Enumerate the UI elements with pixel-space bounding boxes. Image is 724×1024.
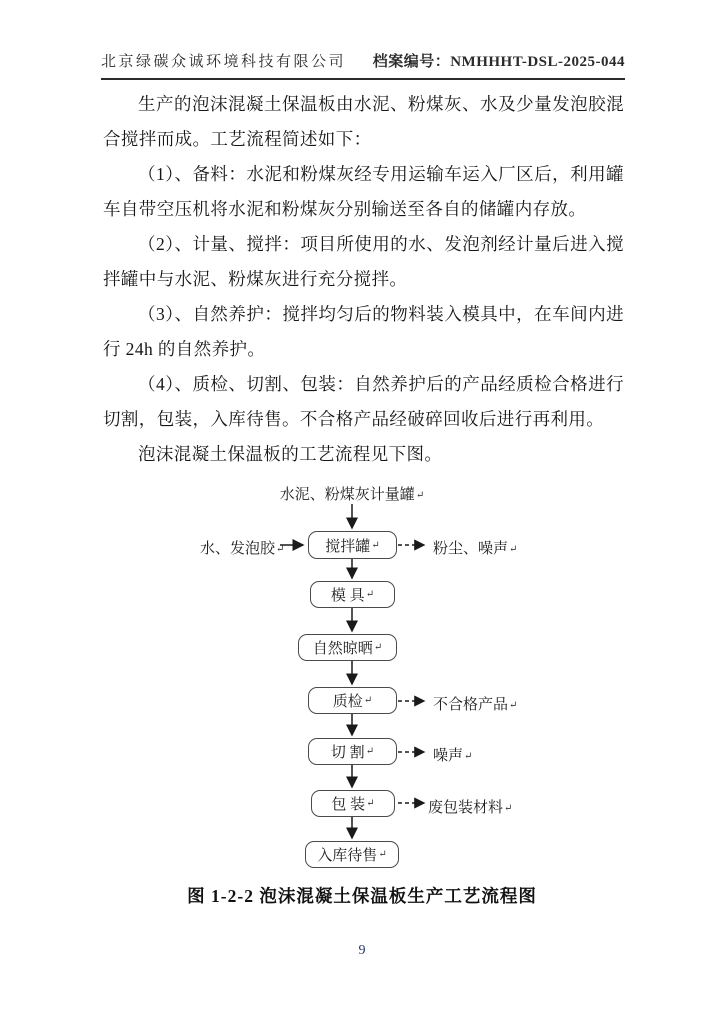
flow-output-text: 不合格产品 bbox=[433, 697, 509, 713]
flow-node-label: 质检 bbox=[332, 694, 363, 710]
paragraph-mark: ↵ bbox=[509, 700, 518, 711]
paragraph-mark: ↵ bbox=[504, 803, 513, 814]
paragraph-mark: ↵ bbox=[365, 589, 375, 600]
flow-node-label: 搅拌罐 bbox=[325, 538, 371, 555]
figure-caption: 图 1-2-2 泡沫混凝土保温板生产工艺流程图 bbox=[187, 886, 537, 906]
page-number: 9 bbox=[358, 943, 366, 958]
doc-number-label: 档案编号： bbox=[372, 54, 451, 70]
doc-number-value: NMHHHT-DSL-2025-044 bbox=[450, 54, 625, 70]
flow-output-label bbox=[433, 537, 517, 558]
flow-node-packaging bbox=[311, 790, 395, 817]
flow-node-mold bbox=[310, 581, 395, 608]
body-paragraph: （3）、自然养护：搅拌均匀后的物料装入模具中，在车间内进行 24h 的自然养护。 bbox=[103, 304, 624, 359]
paragraph-mark: ↵ bbox=[371, 539, 380, 551]
flow-node-label: 包 装 bbox=[331, 797, 366, 813]
flow-output-text: 粉尘、噪声 bbox=[433, 541, 509, 557]
paragraph-mark: ↵ bbox=[366, 798, 375, 809]
flow-output-label bbox=[428, 796, 512, 817]
body-paragraph: （2）、计量、搅拌：项目所使用的水、发泡剂经计量后进入搅拌罐中与水泥、粉煤灰进行充分搅拌。 bbox=[103, 234, 624, 289]
paragraph-mark: ↵ bbox=[509, 544, 518, 555]
body-paragraph: （1）、备料：水泥和粉煤灰经专用运输车运入厂区后，利用罐车自带空压机将水泥和粉煤灰分别输送至各自的储罐内存放。 bbox=[103, 164, 624, 219]
paragraph-mark: ↵ bbox=[378, 849, 387, 860]
body-paragraph: 泡沫混凝土保温板的工艺流程见下图。 bbox=[138, 444, 443, 464]
flow-node-natural-drying bbox=[298, 634, 397, 661]
paragraph-mark: ↵ bbox=[363, 695, 373, 706]
flow-node-mixing-tank bbox=[308, 531, 397, 559]
doc-number bbox=[373, 50, 625, 71]
body-paragraph: 生产的泡沫混凝土保温板由水泥、粉煤灰、水及少量发泡胶混合搅拌而成。工艺流程简述如下： bbox=[103, 94, 624, 149]
flow-input-text: 水、发泡胶 bbox=[200, 541, 276, 557]
flow-output-label bbox=[433, 693, 517, 714]
paragraph-mark: ↵ bbox=[365, 746, 375, 757]
flow-output-text: 噪声 bbox=[433, 748, 464, 764]
paragraph-mark: ↵ bbox=[415, 490, 425, 501]
flow-node-label: 自然晾晒 bbox=[312, 641, 373, 657]
flow-node-cutting bbox=[308, 738, 397, 765]
company-name: 北京绿碳众诚环境科技有限公司 bbox=[101, 54, 347, 70]
flow-node-label: 入库待售 bbox=[317, 848, 378, 864]
page-header bbox=[101, 50, 625, 80]
paragraph-mark: ↵ bbox=[373, 642, 383, 653]
flow-node-label: 模 具 bbox=[330, 588, 365, 604]
paragraph-mark: ↵ bbox=[276, 544, 285, 555]
flow-node-warehouse bbox=[305, 841, 399, 868]
flow-source-label bbox=[252, 483, 452, 504]
flow-node-quality-check bbox=[308, 687, 397, 714]
body-text bbox=[103, 87, 624, 472]
paragraph-mark: ↵ bbox=[464, 751, 473, 762]
flow-source-text: 水泥、粉煤灰计量罐 bbox=[279, 487, 415, 503]
flow-node-label: 切 割 bbox=[330, 745, 365, 761]
body-paragraph: （4）、质检、切割、包装：自然养护后的产品经质检合格进行切割，包装，入库待售。不合格产品经破碎回收后进行再利用。 bbox=[103, 374, 624, 429]
flow-output-label bbox=[433, 744, 472, 765]
flow-output-text: 废包装材料 bbox=[428, 800, 504, 816]
flow-input-label bbox=[200, 537, 285, 558]
